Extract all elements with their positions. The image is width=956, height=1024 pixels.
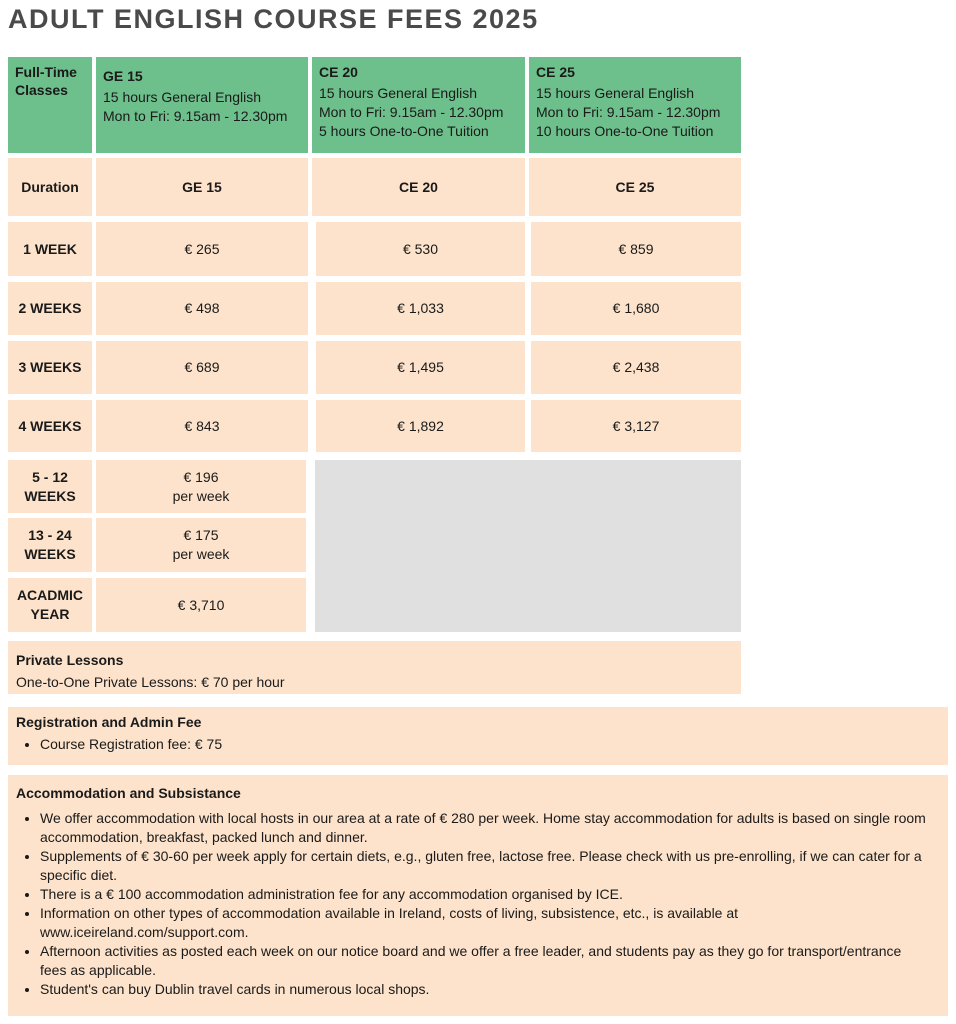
- row-label-13-24-line1: 13 - 24: [28, 527, 72, 543]
- registration-title: Registration and Admin Fee: [16, 714, 202, 730]
- header-ce25-line3: 10 hours One-to-One Tuition: [536, 123, 714, 139]
- private-lessons-text: One-to-One Private Lessons: € 70 per hour: [16, 674, 285, 690]
- duration-col-ce25: CE 25: [529, 158, 741, 216]
- price-ge15-1-week: € 265: [96, 222, 308, 276]
- header-ce20-line1: 15 hours General English: [319, 85, 477, 101]
- price-ce25-3-weeks: € 2,438: [531, 341, 741, 394]
- accommodation-item: • Information on other types of accommodation available in Ireland, costs of living, subsistence, etc., is available at www.iceireland.com/support.com.: [40, 904, 928, 942]
- row-label-academic-year: [8, 578, 92, 632]
- row-label-13-24-line2: WEEKS: [24, 546, 76, 562]
- row-label-1-week: 1 WEEK: [8, 222, 92, 276]
- price-ge15-academic-year: [96, 578, 306, 632]
- duration-label: Duration: [8, 158, 92, 216]
- header-ce25-line2: Mon to Fri: 9.15am - 12.30pm: [536, 104, 721, 120]
- duration-col-ge15: GE 15: [96, 158, 308, 216]
- price-ge15-2-weeks: € 498: [96, 282, 308, 335]
- row-label-4-weeks: 4 WEEKS: [8, 400, 92, 452]
- price-13-24-unit: per week: [172, 546, 230, 562]
- price-ge15-5-12-weeks: [96, 460, 306, 513]
- row-label-academic-line2: YEAR: [30, 606, 70, 622]
- page-title: ADULT ENGLISH COURSE FEES 2025: [8, 4, 539, 34]
- header-ce25-line1: 15 hours General English: [536, 85, 694, 101]
- price-5-12-unit: per week: [172, 487, 230, 504]
- price-academic-value: € 3,710: [177, 596, 225, 613]
- empty-grey-area: [315, 460, 741, 632]
- row-label-academic-line1: ACADMIC: [16, 587, 84, 603]
- header-ge15-code: GE 15: [103, 68, 143, 84]
- row-label-13-24-weeks: [8, 518, 92, 572]
- price-ge15-13-24-weeks: [96, 518, 306, 572]
- price-ce20-3-weeks: € 1,495: [316, 341, 525, 394]
- header-ce20: [312, 57, 525, 153]
- accommodation-box: [8, 775, 948, 1016]
- registration-item: • Course Registration fee: € 75: [40, 735, 940, 754]
- accommodation-list: [16, 809, 928, 999]
- price-ce20-4-weeks: € 1,892: [316, 400, 525, 452]
- price-ce20-2-weeks: € 1,033: [316, 282, 525, 335]
- accommodation-item: • Supplements of € 30-60 per week apply for certain diets, e.g., gluten free, lactose free. Please check with us pre-enrolling, if we can cater for a specific diet.: [40, 847, 928, 885]
- private-lessons-box: [8, 641, 741, 694]
- header-ce25: [529, 57, 741, 153]
- header-ce20-line2: Mon to Fri: 9.15am - 12.30pm: [319, 104, 504, 120]
- row-label-5-12-weeks: [8, 460, 92, 513]
- price-ge15-4-weeks: € 843: [96, 400, 308, 452]
- header-corner-label: Full-Time Classes: [15, 64, 77, 98]
- price-ce20-1-week: € 530: [316, 222, 525, 276]
- price-13-24-value: € 175: [183, 527, 219, 543]
- header-corner-cell: [8, 57, 92, 153]
- row-label-5-12-line2: WEEKS: [24, 487, 76, 504]
- row-label-2-weeks: 2 WEEKS: [8, 282, 92, 335]
- price-ge15-3-weeks: € 689: [96, 341, 308, 394]
- registration-list: [16, 735, 940, 754]
- registration-box: [8, 707, 948, 765]
- accommodation-title: Accommodation and Subsistance: [16, 785, 241, 801]
- row-label-5-12-line1: 5 - 12: [32, 468, 68, 485]
- header-ge15-line1: 15 hours General English: [103, 89, 261, 105]
- header-ce20-line3: 5 hours One-to-One Tuition: [319, 123, 489, 139]
- header-ge15-line2: Mon to Fri: 9.15am - 12.30pm: [103, 108, 288, 124]
- row-label-3-weeks: 3 WEEKS: [8, 341, 92, 394]
- accommodation-item: • We offer accommodation with local hosts in our area at a rate of € 280 per week. Home stay accommodation for adults is based on single room accommodation, breakfast, packed lunch and dinner.: [40, 809, 928, 847]
- accommodation-item: • Student's can buy Dublin travel cards in numerous local shops.: [40, 980, 928, 999]
- price-ce25-4-weeks: € 3,127: [531, 400, 741, 452]
- duration-col-ce20: CE 20: [312, 158, 525, 216]
- header-ce20-code: CE 20: [319, 64, 358, 80]
- accommodation-item: • There is a € 100 accommodation administration fee for any accommodation organised by ICE.: [40, 885, 928, 904]
- accommodation-item: • Afternoon activities as posted each week on our notice board and we offer a free leader, and students pay as they go for transport/entrance fees as applicable.: [40, 942, 928, 980]
- header-ge15: [96, 57, 308, 153]
- price-5-12-value: € 196: [183, 468, 219, 485]
- header-ce25-code: CE 25: [536, 64, 575, 80]
- private-lessons-title: Private Lessons: [16, 652, 124, 668]
- price-ce25-2-weeks: € 1,680: [531, 282, 741, 335]
- price-ce25-1-week: € 859: [531, 222, 741, 276]
